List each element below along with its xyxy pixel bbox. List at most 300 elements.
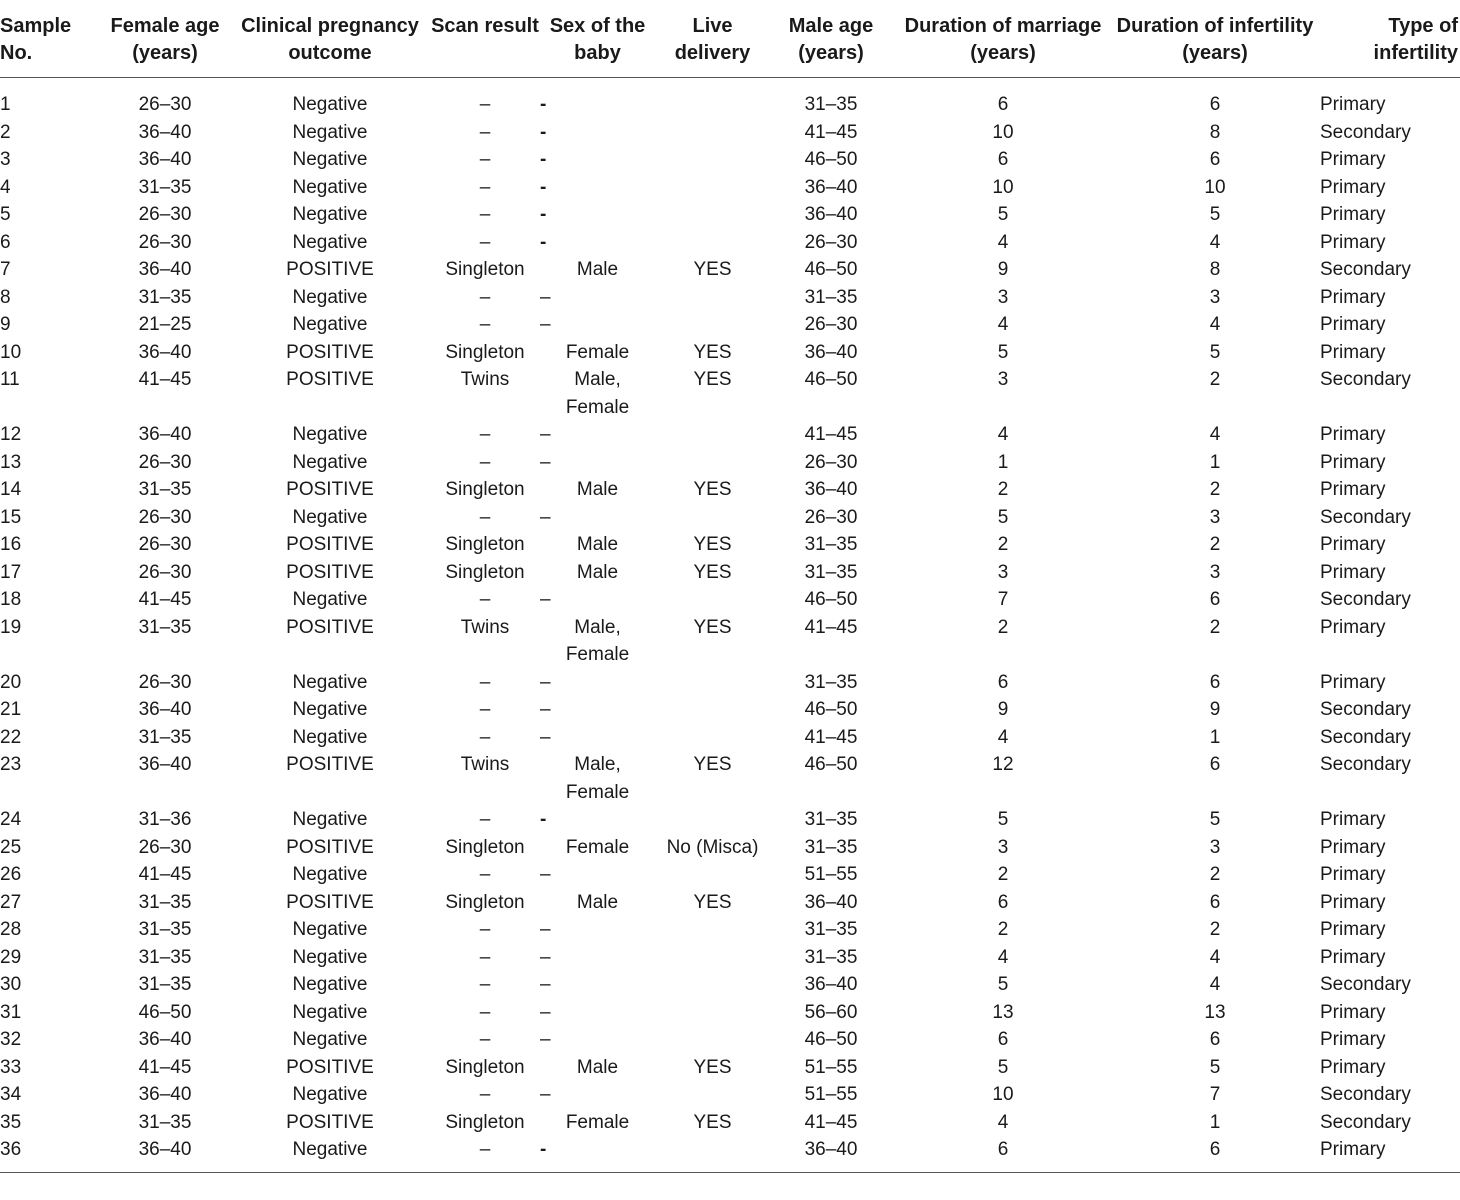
infertility-duration-cell: 8	[1209, 259, 1221, 280]
live-delivery-cell	[655, 174, 770, 202]
infertility-duration-cell: 6	[1209, 589, 1221, 610]
infertility-type-cell: Secondary	[1320, 121, 1411, 143]
live-delivery-cell: YES	[693, 891, 732, 913]
pregnancy-outcome-cell: POSITIVE	[286, 1056, 374, 1078]
infertility-duration-cell: 3	[1209, 561, 1221, 583]
infertility-duration-cell: 6	[1209, 891, 1221, 913]
sex-of-baby-cell: -	[540, 176, 547, 198]
sex-of-baby-cell: -	[540, 1136, 655, 1172]
pregnancy-outcome-cell: POSITIVE	[286, 836, 374, 858]
infertility-type-cell: Secondary	[1320, 974, 1411, 995]
header-female-age: Female age (years)	[100, 10, 230, 78]
infertility-duration-cell: 4	[1209, 231, 1221, 253]
infertility-type-cell: Secondary	[1320, 369, 1411, 390]
marriage-duration-cell: 5	[997, 506, 1009, 528]
sample-no-cell: 6	[0, 231, 11, 253]
table-row	[0, 504, 1460, 532]
pregnancy-outcome-cell: Negative	[292, 506, 368, 528]
scan-result-cell: –	[479, 506, 491, 528]
marriage-duration-cell: 3	[997, 369, 1009, 390]
scan-result-cell: –	[479, 1001, 491, 1023]
marriage-duration-cell: 6	[997, 891, 1009, 913]
infertility-type-cell: Primary	[1320, 891, 1386, 913]
marriage-duration-cell: 6	[997, 1029, 1009, 1050]
sex-of-baby-cell: Male, Female	[565, 754, 630, 803]
pregnancy-outcome-cell: Negative	[292, 589, 368, 610]
female-age-cell: 31–36	[138, 809, 192, 830]
live-delivery-cell	[655, 119, 770, 147]
scan-result-cell: –	[479, 809, 491, 830]
header-sex-of-baby: Sex of the baby	[540, 10, 655, 78]
female-age-cell: 31–35	[138, 176, 192, 198]
sample-data-table	[0, 10, 1460, 1173]
infertility-type-cell: Primary	[1320, 314, 1386, 335]
sex-of-baby-cell: -	[540, 231, 547, 253]
infertility-type-cell: Primary	[1320, 1001, 1386, 1023]
pregnancy-outcome-cell: Negative	[292, 451, 368, 473]
infertility-duration-cell: 5	[1209, 341, 1221, 363]
scan-result-cell: Twins	[460, 369, 510, 390]
infertility-type-cell: Secondary	[1320, 506, 1411, 528]
male-age-cell: 46–50	[804, 149, 858, 170]
scan-result-cell: –	[479, 919, 491, 940]
pregnancy-outcome-cell: POSITIVE	[286, 479, 374, 500]
sample-no-cell: 11	[0, 369, 20, 390]
infertility-duration-cell: 6	[1209, 94, 1221, 115]
sample-no-cell: 23	[0, 754, 22, 775]
table-row	[0, 476, 1460, 504]
scan-result-cell: –	[430, 1136, 540, 1172]
male-age-cell: 51–55	[804, 1084, 858, 1105]
pregnancy-outcome-cell: POSITIVE	[286, 259, 374, 280]
male-age-cell: 36–40	[804, 479, 858, 500]
pregnancy-outcome-cell: POSITIVE	[286, 891, 374, 913]
sex-of-baby-cell: –	[540, 589, 551, 610]
female-age-cell: 26–30	[138, 561, 192, 583]
sample-no-cell: 17	[0, 561, 22, 583]
sex-of-baby-cell: –	[540, 946, 551, 968]
infertility-type-cell: Primary	[1320, 479, 1386, 500]
male-age-cell: 36–40	[804, 176, 858, 198]
marriage-duration-cell: 6	[892, 1136, 1114, 1172]
infertility-type-cell: Secondary	[1320, 726, 1411, 748]
infertility-type-cell: Primary	[1320, 286, 1386, 308]
scan-result-cell: –	[479, 1084, 491, 1105]
header-row	[0, 10, 1460, 78]
live-delivery-cell: YES	[693, 369, 732, 390]
table-row	[0, 834, 1460, 862]
table-row	[0, 724, 1460, 752]
infertility-duration-cell: 5	[1209, 204, 1221, 225]
marriage-duration-cell: 4	[997, 1111, 1009, 1133]
infertility-type-cell: Secondary	[1320, 754, 1411, 775]
male-age-cell: 46–50	[804, 1029, 858, 1050]
male-age-cell: 46–50	[804, 589, 858, 610]
marriage-duration-cell: 2	[997, 616, 1009, 638]
pregnancy-outcome-cell: POSITIVE	[286, 561, 374, 583]
scan-result-cell: Twins	[460, 754, 510, 775]
female-age-cell: 26–30	[138, 204, 192, 225]
infertility-duration-cell: 7	[1209, 1084, 1221, 1105]
header-scan-result: Scan result	[430, 10, 540, 78]
pregnancy-outcome-cell: Negative	[292, 94, 368, 115]
live-delivery-cell	[655, 1136, 770, 1172]
sex-of-baby-cell: Male	[576, 1056, 619, 1078]
table-row	[0, 311, 1460, 339]
sample-no-cell: 7	[0, 259, 11, 280]
pregnancy-outcome-cell: Negative	[230, 1136, 430, 1172]
table-row	[0, 366, 1460, 421]
male-age-cell: 31–35	[804, 919, 858, 940]
pregnancy-outcome-cell: Negative	[292, 671, 368, 693]
scan-result-cell: Singleton	[445, 534, 525, 555]
sex-of-baby-cell: –	[540, 1001, 551, 1023]
sex-of-baby-cell: –	[540, 671, 551, 693]
live-delivery-cell: YES	[693, 616, 732, 638]
female-age-cell: 36–40	[138, 149, 192, 170]
pregnancy-outcome-cell: Negative	[292, 809, 368, 830]
live-delivery-cell	[655, 971, 770, 999]
infertility-duration-cell: 1	[1209, 726, 1221, 748]
table-row	[0, 806, 1460, 834]
pregnancy-outcome-cell: Negative	[292, 1084, 368, 1105]
female-age-cell: 31–35	[138, 1111, 192, 1133]
male-age-cell: 46–50	[804, 754, 858, 775]
sex-of-baby-cell: Female	[565, 341, 630, 363]
pregnancy-outcome-cell: POSITIVE	[286, 534, 374, 555]
sample-no-cell: 16	[0, 534, 22, 555]
sex-of-baby-cell: Female	[565, 1111, 630, 1133]
table-row	[0, 1109, 1460, 1137]
infertility-type-cell: Primary	[1320, 424, 1386, 445]
male-age-cell: 41–45	[804, 121, 858, 143]
female-age-cell: 31–35	[138, 479, 192, 500]
sex-of-baby-cell: –	[540, 919, 551, 940]
pregnancy-outcome-cell: Negative	[292, 1029, 368, 1050]
female-age-cell: 36–40	[138, 1084, 192, 1105]
male-age-cell: 36–40	[770, 1136, 892, 1172]
marriage-duration-cell: 9	[997, 699, 1009, 720]
table-row	[0, 256, 1460, 284]
pregnancy-outcome-cell: Negative	[292, 1001, 368, 1023]
infertility-duration-cell: 3	[1209, 836, 1221, 858]
female-age-cell: 26–30	[138, 534, 192, 555]
sample-no-cell: 18	[0, 589, 22, 610]
infertility-type-cell: Primary	[1320, 919, 1386, 940]
table-row	[0, 201, 1460, 229]
table-row	[0, 614, 1460, 669]
table-row	[0, 559, 1460, 587]
infertility-type-cell: Primary	[1320, 204, 1386, 225]
female-age-cell: 31–35	[138, 726, 192, 748]
scan-result-cell: Singleton	[445, 479, 525, 500]
scan-result-cell: –	[479, 726, 491, 748]
header-live-delivery: Live delivery	[655, 10, 770, 78]
live-delivery-cell	[655, 916, 770, 944]
scan-result-cell: Singleton	[445, 891, 525, 913]
infertility-duration-cell: 6	[1209, 754, 1221, 775]
sex-of-baby-cell: –	[540, 451, 551, 473]
marriage-duration-cell: 10	[992, 176, 1014, 198]
female-age-cell: 21–25	[138, 314, 192, 335]
pregnancy-outcome-cell: Negative	[292, 864, 368, 885]
scan-result-cell: –	[479, 286, 491, 308]
live-delivery-cell: YES	[693, 1056, 732, 1078]
sample-no-cell: 4	[0, 176, 11, 198]
live-delivery-cell	[655, 999, 770, 1027]
sample-no-cell: 3	[0, 149, 11, 170]
marriage-duration-cell: 10	[992, 1084, 1014, 1105]
scan-result-cell: –	[479, 204, 491, 225]
sample-no-cell: 33	[0, 1056, 22, 1078]
female-age-cell: 36–40	[138, 754, 192, 775]
infertility-type-cell: Secondary	[1320, 1111, 1411, 1133]
female-age-cell: 26–30	[138, 94, 192, 115]
table-body	[0, 78, 1460, 1173]
pregnancy-outcome-cell: Negative	[292, 286, 368, 308]
sex-of-baby-cell: –	[540, 286, 551, 308]
sex-of-baby-cell: Male	[576, 534, 619, 555]
male-age-cell: 46–50	[804, 259, 858, 280]
live-delivery-cell	[655, 724, 770, 752]
live-delivery-cell	[655, 311, 770, 339]
infertility-duration-cell: 4	[1209, 946, 1221, 968]
female-age-cell: 26–30	[138, 451, 192, 473]
live-delivery-cell	[655, 449, 770, 477]
scan-result-cell: –	[479, 121, 491, 143]
sample-no-cell: 24	[0, 809, 22, 830]
live-delivery-cell	[655, 421, 770, 449]
live-delivery-cell: YES	[693, 479, 732, 500]
live-delivery-cell	[655, 669, 770, 697]
table-row	[0, 751, 1460, 806]
infertility-duration-cell: 3	[1209, 286, 1221, 308]
infertility-type-cell: Primary	[1320, 809, 1386, 830]
female-age-cell: 36–40	[138, 259, 192, 280]
marriage-duration-cell: 7	[997, 589, 1009, 610]
table-row	[0, 916, 1460, 944]
male-age-cell: 31–35	[804, 671, 858, 693]
live-delivery-cell	[655, 504, 770, 532]
table-row	[0, 174, 1460, 202]
male-age-cell: 51–55	[804, 1056, 858, 1078]
table-row	[0, 1081, 1460, 1109]
table-row	[0, 421, 1460, 449]
infertility-duration-cell: 3	[1209, 506, 1221, 528]
table-row	[0, 449, 1460, 477]
female-age-cell: 41–45	[138, 369, 192, 390]
sex-of-baby-cell: -	[540, 809, 547, 830]
scan-result-cell: –	[479, 451, 491, 473]
table-row	[0, 944, 1460, 972]
live-delivery-cell: YES	[693, 561, 732, 583]
sample-no-cell: 5	[0, 204, 11, 225]
infertility-duration-cell: 2	[1209, 919, 1221, 940]
male-age-cell: 51–55	[804, 864, 858, 885]
scan-result-cell: –	[479, 314, 491, 335]
live-delivery-cell: No (Misca)	[666, 836, 759, 858]
male-age-cell: 36–40	[804, 891, 858, 913]
female-age-cell: 31–35	[138, 919, 192, 940]
marriage-duration-cell: 2	[997, 534, 1009, 555]
sample-no-cell: 34	[0, 1084, 22, 1105]
infertility-duration-cell: 13	[1204, 1001, 1226, 1023]
infertility-duration-cell: 4	[1209, 974, 1221, 995]
pregnancy-outcome-cell: Negative	[292, 919, 368, 940]
table-row	[0, 586, 1460, 614]
female-age-cell: 41–45	[138, 1056, 192, 1078]
female-age-cell: 36–40	[138, 424, 192, 445]
live-delivery-cell: YES	[693, 341, 732, 363]
marriage-duration-cell: 6	[997, 94, 1009, 115]
infertility-type-cell: Primary	[1320, 1029, 1386, 1050]
sex-of-baby-cell: –	[540, 974, 551, 995]
live-delivery-cell	[655, 861, 770, 889]
marriage-duration-cell: 5	[997, 974, 1009, 995]
infertility-duration-cell: 2	[1209, 616, 1221, 638]
female-age-cell: 31–35	[138, 286, 192, 308]
sex-of-baby-cell: –	[540, 424, 551, 445]
sample-no-cell: 22	[0, 726, 22, 748]
marriage-duration-cell: 1	[997, 451, 1009, 473]
marriage-duration-cell: 4	[997, 726, 1009, 748]
header-sample-no: Sample No.	[0, 10, 100, 78]
table-header	[0, 10, 1460, 78]
pregnancy-outcome-cell: POSITIVE	[286, 616, 374, 638]
marriage-duration-cell: 12	[992, 754, 1014, 775]
scan-result-cell: –	[479, 149, 491, 170]
female-age-cell: 36–40	[100, 1136, 230, 1172]
marriage-duration-cell: 4	[997, 314, 1009, 335]
infertility-type-cell: Secondary	[1320, 1084, 1411, 1105]
infertility-duration-cell: 9	[1209, 699, 1221, 720]
marriage-duration-cell: 4	[997, 946, 1009, 968]
male-age-cell: 31–35	[804, 534, 858, 555]
table-row	[0, 696, 1460, 724]
male-age-cell: 26–30	[804, 231, 858, 253]
live-delivery-cell: YES	[693, 1111, 732, 1133]
marriage-duration-cell: 3	[997, 286, 1009, 308]
sex-of-baby-cell: Male, Female	[565, 616, 630, 665]
scan-result-cell: –	[479, 424, 491, 445]
infertility-duration-cell: 6	[1209, 149, 1221, 170]
scan-result-cell: –	[479, 671, 491, 693]
female-age-cell: 41–45	[138, 864, 192, 885]
infertility-duration-cell: 2	[1209, 479, 1221, 500]
scan-result-cell: –	[479, 974, 491, 995]
sample-no-cell: 13	[0, 451, 22, 473]
sample-no-cell: 31	[0, 1001, 22, 1023]
marriage-duration-cell: 3	[997, 836, 1009, 858]
marriage-duration-cell: 4	[997, 424, 1009, 445]
sample-no-cell: 28	[0, 919, 22, 940]
scan-result-cell: Singleton	[445, 836, 525, 858]
infertility-type-cell: Secondary	[1320, 259, 1411, 280]
scan-result-cell: –	[479, 589, 491, 610]
sex-of-baby-cell: -	[540, 204, 547, 225]
pregnancy-outcome-cell: POSITIVE	[286, 369, 374, 390]
sex-of-baby-cell: Male	[576, 891, 619, 913]
female-age-cell: 36–40	[138, 121, 192, 143]
male-age-cell: 41–45	[804, 1111, 858, 1133]
infertility-duration-cell: 1	[1209, 1111, 1221, 1133]
sex-of-baby-cell: Male	[576, 479, 619, 500]
infertility-type-cell: Primary	[1320, 671, 1386, 693]
scan-result-cell: –	[479, 176, 491, 198]
table-row	[0, 1026, 1460, 1054]
table-row	[0, 146, 1460, 174]
scan-result-cell: –	[479, 864, 491, 885]
infertility-type-cell: Primary	[1320, 836, 1386, 858]
male-age-cell: 41–45	[804, 424, 858, 445]
sample-no-cell: 36	[0, 1136, 100, 1172]
pregnancy-outcome-cell: Negative	[292, 121, 368, 143]
marriage-duration-cell: 2	[997, 479, 1009, 500]
sex-of-baby-cell: -	[540, 94, 547, 115]
female-age-cell: 36–40	[138, 699, 192, 720]
sex-of-baby-cell: –	[540, 1029, 551, 1050]
sex-of-baby-cell: Male	[576, 259, 619, 280]
marriage-duration-cell: 6	[997, 671, 1009, 693]
sample-no-cell: 25	[0, 836, 22, 858]
pregnancy-outcome-cell: Negative	[292, 231, 368, 253]
live-delivery-cell	[655, 806, 770, 834]
scan-result-cell: Twins	[460, 616, 510, 638]
infertility-duration-cell: 2	[1209, 369, 1221, 390]
female-age-cell: 26–30	[138, 836, 192, 858]
infertility-type-cell: Primary	[1320, 1056, 1386, 1078]
sample-no-cell: 32	[0, 1029, 22, 1050]
marriage-duration-cell: 2	[997, 919, 1009, 940]
infertility-type-cell: Primary	[1320, 94, 1386, 115]
male-age-cell: 56–60	[804, 1001, 858, 1023]
male-age-cell: 26–30	[804, 506, 858, 528]
live-delivery-cell: YES	[693, 754, 732, 775]
infertility-duration-cell: 6	[1209, 671, 1221, 693]
scan-result-cell: –	[479, 699, 491, 720]
live-delivery-cell	[655, 284, 770, 312]
sex-of-baby-cell: Male	[576, 561, 619, 583]
pregnancy-outcome-cell: Negative	[292, 149, 368, 170]
male-age-cell: 36–40	[804, 974, 858, 995]
infertility-duration-cell: 6	[1114, 1136, 1316, 1172]
live-delivery-cell	[655, 229, 770, 257]
marriage-duration-cell: 2	[997, 864, 1009, 885]
scan-result-cell: Singleton	[445, 259, 525, 280]
live-delivery-cell	[655, 696, 770, 724]
sample-no-cell: 27	[0, 891, 22, 913]
marriage-duration-cell: 5	[997, 1056, 1009, 1078]
pregnancy-outcome-cell: Negative	[292, 314, 368, 335]
infertility-type-cell: Primary	[1320, 534, 1386, 555]
infertility-type-cell: Secondary	[1320, 589, 1411, 610]
sample-no-cell: 21	[0, 699, 22, 720]
infertility-duration-cell: 2	[1209, 864, 1221, 885]
sample-no-cell: 15	[0, 506, 22, 528]
infertility-duration-cell: 5	[1209, 1056, 1221, 1078]
header-clinical-pregnancy-outcome: Clinical pregnancy outcome	[230, 10, 430, 78]
infertility-type-cell: Primary	[1320, 864, 1386, 885]
scan-result-cell: –	[479, 94, 491, 115]
sex-of-baby-cell: Male, Female	[565, 369, 630, 418]
table-row	[0, 284, 1460, 312]
male-age-cell: 31–35	[804, 561, 858, 583]
male-age-cell: 31–35	[804, 946, 858, 968]
infertility-type-cell: Primary	[1320, 451, 1386, 473]
male-age-cell: 26–30	[804, 314, 858, 335]
sample-no-cell: 30	[0, 974, 22, 995]
table-row	[0, 889, 1460, 917]
